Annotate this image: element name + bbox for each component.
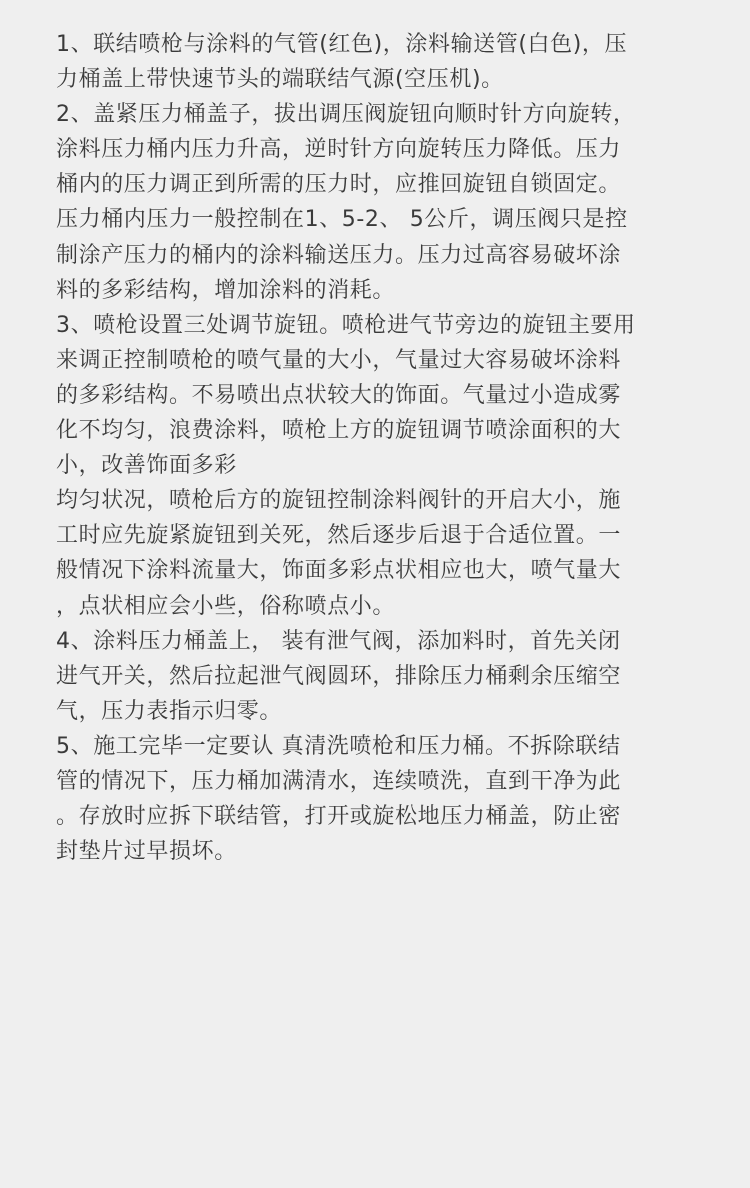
text-line: 桶内的压力调正到所需的压力时，应推回旋钮自锁固定。 bbox=[56, 172, 622, 198]
text-line: 工时应先旋紧旋钮到关死，然后逐步后退于合适位置。一 bbox=[56, 523, 622, 549]
text-line: 压力桶内压力一般控制在1、5-2、 5公斤，调压阀只是控 bbox=[56, 207, 628, 233]
text-line: 小，改善饰面多彩 bbox=[56, 453, 237, 479]
text-line: 5、施工完毕一定要认 真清洗喷枪和压力桶。不拆除联结 bbox=[56, 733, 621, 759]
text-line: 1、联结喷枪与涂料的气管(红色)，涂料输送管(白色)，压 bbox=[56, 32, 628, 57]
text-line: 料的多彩结构，增加涂料的消耗。 bbox=[56, 277, 396, 303]
text-line: 。存放时应拆下联结管，打开或旋松地压力桶盖，防止密 bbox=[56, 804, 622, 830]
text-line: 进气开关，然后拉起泄气阀圆环，排除压力桶剩余压缩空 bbox=[56, 663, 622, 689]
text-line: 2、盖紧压力桶盖子，拔出调压阀旋钮向顺时针方向旋转， bbox=[56, 102, 636, 128]
text-line: 4、涂料压力桶盖上， 装有泄气阀，添加料时，首先关闭 bbox=[56, 628, 621, 654]
text-line: 3、喷枪设置三处调节旋钮。喷枪进气节旁边的旋钮主要用 bbox=[56, 312, 636, 338]
text-line: 封垫片过早损坏。 bbox=[56, 839, 237, 865]
text-line: 的多彩结构。不易喷出点状较大的饰面。气量过小造成雾 bbox=[56, 382, 622, 408]
text-line: 气，压力表指示归零。 bbox=[56, 698, 283, 724]
text-line: 力桶盖上带快速节头的端联结气源(空压机)。 bbox=[56, 67, 504, 93]
text-line: 般情况下涂料流量大，饰面多彩点状相应也大，喷气量大 bbox=[56, 558, 622, 584]
text-line: 化不均匀，浪费涂料，喷枪上方的旋钮调节喷涂面积的大 bbox=[56, 418, 622, 444]
text-line: 管的情况下，压力桶加满清水，连续喷洗，直到干净为此 bbox=[56, 768, 622, 794]
text-line: 涂料压力桶内压力升高，逆时针方向旋转压力降低。压力 bbox=[56, 137, 622, 163]
text-line: 制涂产压力的桶内的涂料输送压力。压力过高容易破坏涂 bbox=[56, 242, 622, 268]
text-line: 均匀状况，喷枪后方的旋钮控制涂料阀针的开启大小，施 bbox=[56, 488, 622, 514]
text-line: 来调正控制喷枪的喷气量的大小，气量过大容易破坏涂料 bbox=[56, 347, 622, 373]
text-line: ，点状相应会小些，俗称喷点小。 bbox=[56, 593, 396, 619]
